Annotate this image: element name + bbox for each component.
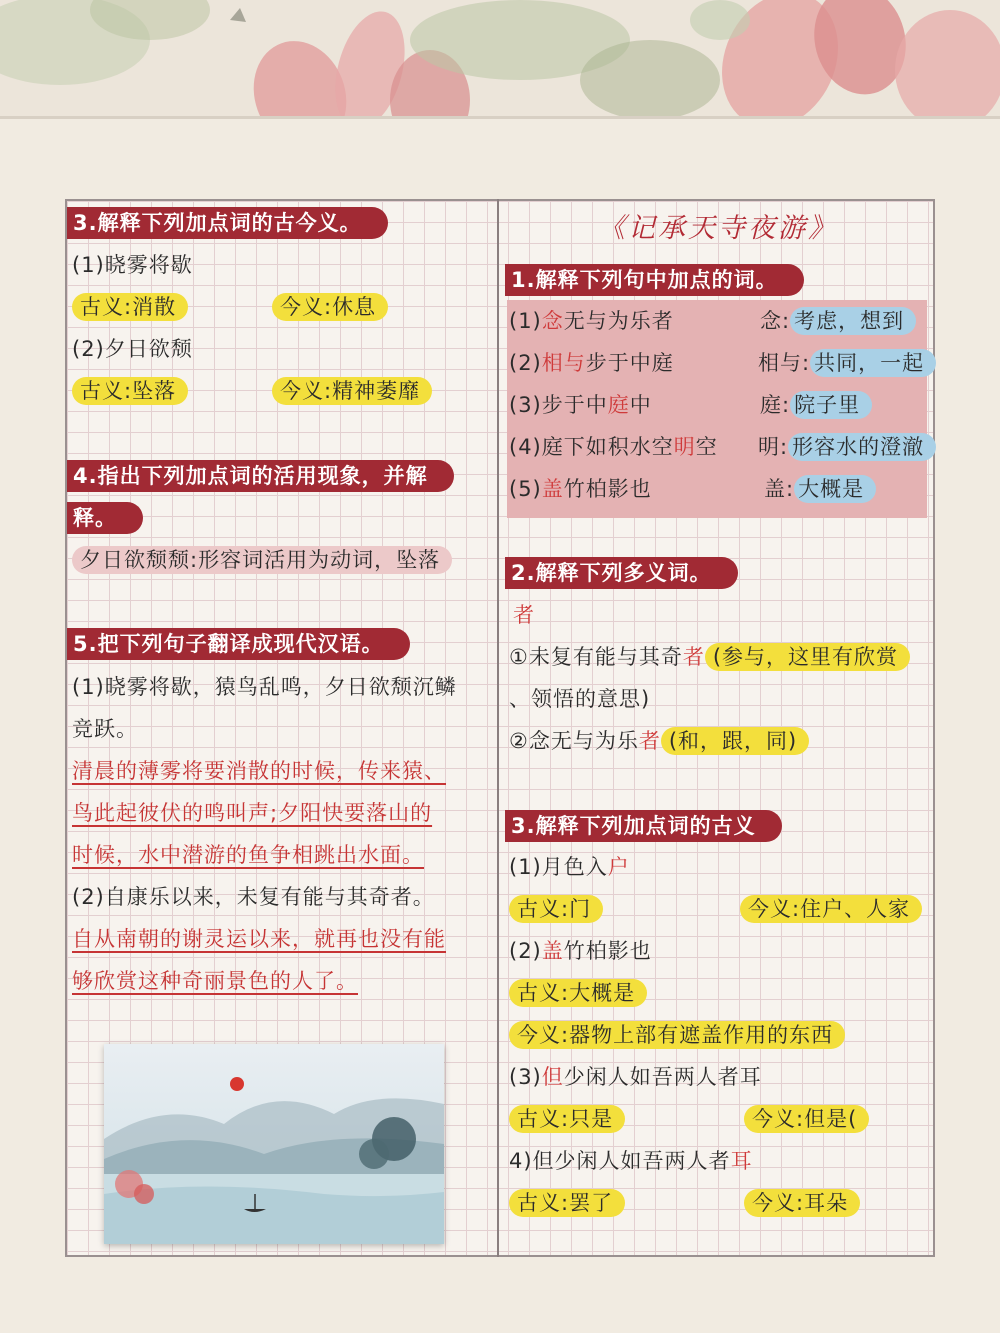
section-heading-4-left: 4.指出下列加点词的活用现象，并解 [67,460,454,492]
polysemy-item: ②念无与为乐者 (和，跟，同) [509,726,809,756]
question-text: 竞跃。 [72,717,138,741]
vocab-answer: 念: 考虑，想到 [760,306,916,336]
vocab-answer: 盖: 大概是 [764,474,876,504]
new-meaning: 今义:住户、人家 [740,895,922,923]
question-text: 4)但少闲人如吾两人者耳 [509,1149,753,1173]
question-text: (2)自康乐以来，未复有能与其奇者。 [72,885,435,909]
section-heading-3-right: 3.解释下列加点词的古义 [505,810,782,842]
column-divider [497,199,499,1257]
vocab-question: (1)念无与为乐者 [509,309,674,333]
old-meaning: 古义:罢了 [509,1189,625,1217]
old-meaning: 古义:大概是 [509,979,647,1007]
section-heading-4-left-cont: 释。 [67,502,143,534]
question-text: (1)月色入户 [509,855,630,879]
old-meaning: 古义:只是 [509,1105,625,1133]
translation-line: 时候，水中潜游的鱼争相跳出水面。 [72,843,424,867]
vocab-question: (5)盖竹柏影也 [509,477,652,501]
usage-answer: 夕日欲颓颓:形容词活用为动词，坠落 [72,546,452,574]
translation-line: 鸟此起彼伏的鸣叫声;夕阳快要落山的 [72,801,433,825]
vocab-question: (2)相与步于中庭 [509,351,674,375]
new-meaning: 今义:耳朵 [744,1189,860,1217]
polysemy-item: ①未复有能与其奇者 (参与，这里有欣赏 [509,642,910,672]
section-heading-3-left: 3.解释下列加点词的古今义。 [67,207,388,239]
old-meaning: 古义:门 [509,895,603,923]
question-text: (1)晓雾将歇，猿鸟乱鸣，夕日欲颓沉鳞 [72,675,457,699]
question-text: (1)晓雾将歇 [72,253,193,277]
header-divider [0,116,1000,119]
vocab-question: (4)庭下如积水空明空 [509,435,718,459]
question-text: (3)但少闲人如吾两人者耳 [509,1065,762,1089]
translation-line: 自从南朝的谢灵运以来，就再也没有能 [72,927,446,951]
polysemy-item-cont: 、领悟的意思) [509,687,651,711]
section-heading-5-left: 5.把下列句子翻译成现代汉语。 [67,628,410,660]
section-heading-1-right: 1.解释下列句中加点的词。 [505,264,804,296]
vocab-answer: 相与: 共同，一起 [758,348,936,378]
section-heading-2-right: 2.解释下列多义词。 [505,557,738,589]
vocab-question: (3)步于中庭中 [509,393,652,417]
polysemy-word: 者 [513,603,535,627]
new-meaning: 今义:但是( [744,1105,869,1133]
translation-line: 清晨的薄雾将要消散的时候，传来猿、 [72,759,446,783]
new-meaning: 今义:器物上部有遮盖作用的东西 [509,1021,845,1049]
poem-title: 《记承天寺夜游》 [598,213,838,244]
old-meaning: 古义:消散 [72,293,188,321]
new-meaning: 今义:休息 [272,293,388,321]
question-text: (2)盖竹柏影也 [509,939,652,963]
vocab-answer: 明: 形容水的澄澈 [758,432,936,462]
landscape-painting [104,1044,444,1244]
new-meaning: 今义:精神萎靡 [272,377,432,405]
vocab-answer: 庭: 院子里 [760,390,872,420]
old-meaning: 古义:坠落 [72,377,188,405]
translation-line: 够欣赏这种奇丽景色的人了。 [72,969,358,993]
question-text: (2)夕日欲颓 [72,337,193,361]
flower-painting-header [0,0,1000,118]
